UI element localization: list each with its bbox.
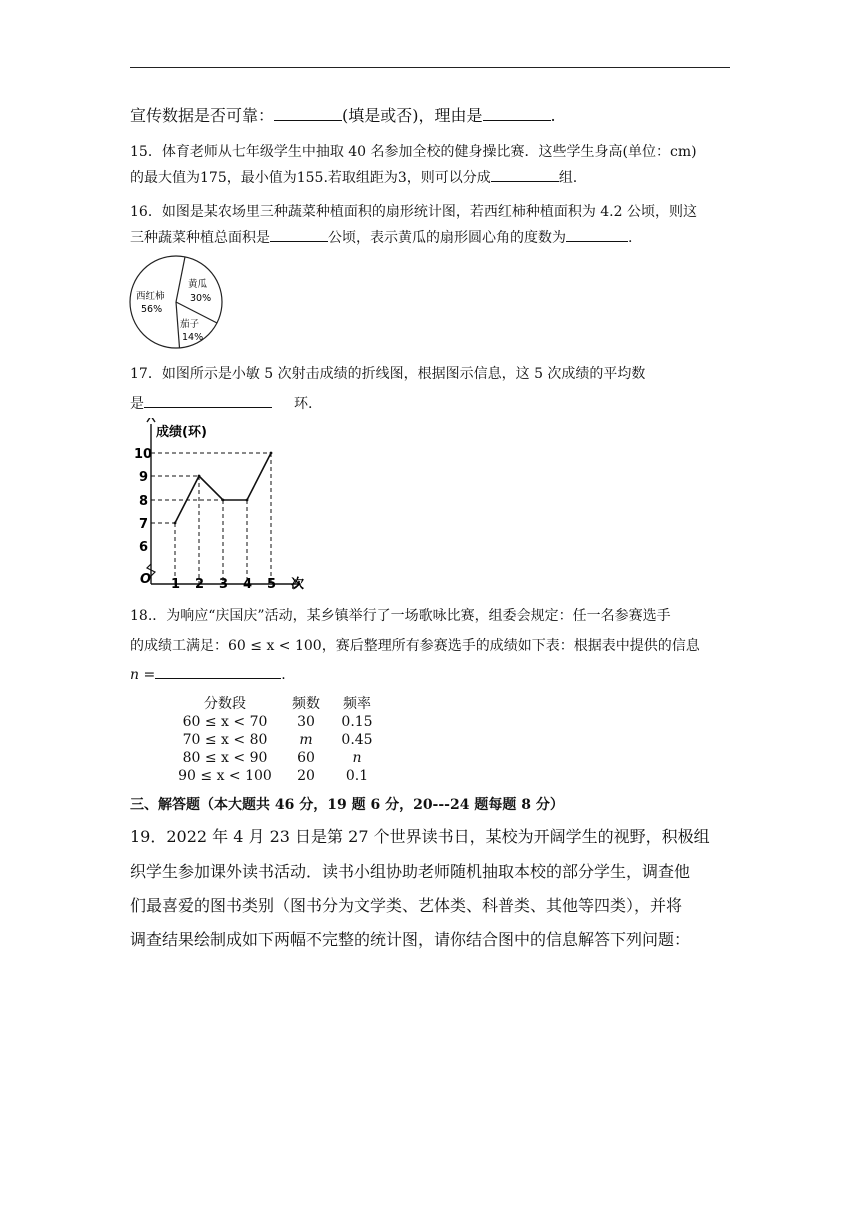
- table-cell: 30: [297, 714, 315, 730]
- table-cell: n: [352, 750, 362, 766]
- q15-text-end: 组.: [558, 170, 578, 186]
- q17-text-end: 环.: [294, 396, 313, 412]
- q18-n-equals: n =: [130, 667, 156, 683]
- y-tick-label: 7: [139, 517, 149, 532]
- answer-blank[interactable]: [270, 227, 328, 242]
- q15-line1: 15．体育老师从七年级学生中抽取 40 名参加全校的健身操比赛．这些学生身高(单位：cm): [130, 144, 697, 160]
- y-tick-label: 9: [139, 470, 149, 485]
- q17-text: 是: [130, 396, 144, 412]
- x-tick-label: 3: [219, 577, 229, 590]
- q19-line3: 们最喜爱的图书类别（图书分为文学类、艺体类、科普类、其他等四类），并将: [130, 896, 683, 915]
- pie-label-cucumber: 黄瓜: [188, 279, 208, 290]
- line-chart: [130, 418, 315, 590]
- q19-line4: 调查结果绘制成如下两幅不完整的统计图，请你结合图中的信息解答下列问题：: [130, 930, 691, 949]
- section-heading: 三、解答题（本大题共 46 分，19 题 6 分，20---24 题每题 8 分）: [130, 797, 564, 813]
- q16-line1: 16．如图是某农场里三种蔬菜种植面积的扇形统计图，若西红柿种植面积为 4.2 公顷，则这: [130, 204, 697, 220]
- x-axis-label: 次: [291, 577, 305, 590]
- data-point: [246, 499, 249, 502]
- pie-label-eggplant-pct: 14%: [182, 332, 204, 343]
- pie-label-eggplant: 茄子: [180, 319, 200, 330]
- q14-tail: [130, 103, 556, 126]
- table-header: 频率: [343, 696, 371, 712]
- table-cell: 0.45: [341, 732, 373, 748]
- table-row: [170, 749, 382, 767]
- pie-chart: [128, 252, 228, 352]
- table-cell: m: [299, 732, 313, 748]
- data-point: [222, 499, 225, 502]
- pie-label-tomato-pct: 56%: [141, 304, 163, 315]
- x-tick-label: 4: [243, 577, 253, 590]
- x-tick-label: 1: [171, 577, 181, 590]
- table-header-row: [170, 693, 382, 713]
- table-cell: 70 ≤ x < 80: [182, 732, 268, 748]
- pie-divider-eggplant-tomato: [176, 302, 180, 348]
- q18-line1: 18.．为响应“庆国庆”活动，某乡镇举行了一场歌咏比赛，组委会规定：任一名参赛选手: [130, 608, 671, 624]
- table-cell: 0.1: [345, 768, 369, 784]
- answer-blank[interactable]: [155, 664, 281, 679]
- answer-blank[interactable]: [491, 167, 559, 182]
- q17-line2: [130, 393, 312, 413]
- q18-line2: 的成绩工满足：60 ≤ x < 100，赛后整理所有参赛选手的成绩如下表：根据表中提供的信息: [130, 638, 700, 654]
- table-header: 频数: [292, 696, 320, 712]
- table-cell: 20: [297, 768, 315, 784]
- answer-blank[interactable]: [274, 106, 342, 121]
- q14-end: .: [550, 106, 556, 125]
- pie-label-cucumber-pct: 30%: [190, 293, 212, 304]
- table-row: [170, 713, 382, 731]
- series-line: [175, 453, 271, 523]
- y-tick-label: 10: [134, 447, 153, 462]
- answer-blank[interactable]: [144, 393, 272, 408]
- q15-text: 的最大值为175，最小值为155.若取组距为3，则可以分成: [130, 170, 491, 186]
- table-cell: 60 ≤ x < 70: [182, 714, 268, 730]
- data-point: [270, 452, 273, 455]
- q18-text-end: .: [281, 667, 286, 683]
- y-axis-arrow: [147, 418, 155, 422]
- q15-line2: [130, 167, 577, 187]
- q16-text-end: .: [628, 230, 633, 246]
- y-axis-label: 成绩(环): [156, 425, 207, 440]
- q19-line2: 织学生参加课外读书活动．读书小组协助老师随机抽取本校的部分学生，调查他: [130, 862, 691, 881]
- table-header: 分数段: [204, 696, 246, 712]
- q14-text-mid: (填是或否)，理由是: [342, 106, 483, 125]
- pie-label-tomato: 西红柿: [136, 291, 165, 302]
- q16-text-mid: 公顷，表示黄瓜的扇形圆心角的度数为: [328, 230, 566, 246]
- q16-line2: [130, 227, 632, 247]
- table-cell: 0.15: [341, 714, 373, 730]
- q14-text: 宣传数据是否可靠：: [130, 106, 275, 125]
- q16-text: 三种蔬菜种植总面积是: [130, 230, 270, 246]
- origin-label: O: [140, 572, 152, 587]
- y-tick-label: 6: [139, 540, 149, 555]
- q18-line3: [130, 664, 286, 683]
- table-row: [170, 767, 382, 785]
- table-cell: 60: [297, 750, 315, 766]
- table-cell: 90 ≤ x < 100: [178, 768, 272, 784]
- x-tick-label: 5: [267, 577, 277, 590]
- data-point: [174, 522, 177, 525]
- q19-line1: 19．2022 年 4 月 23 日是第 27 个世界读书日，某校为开阔学生的视野，积极组: [130, 827, 710, 846]
- data-point: [198, 475, 201, 478]
- answer-blank[interactable]: [483, 106, 551, 121]
- table-cell: 80 ≤ x < 90: [182, 750, 268, 766]
- frequency-table: [170, 693, 382, 785]
- header-rule: [130, 67, 730, 68]
- x-tick-label: 2: [195, 577, 205, 590]
- table-row: [170, 731, 382, 749]
- y-tick-label: 8: [139, 494, 149, 509]
- q17-line1: 17．如图所示是小敏 5 次射击成绩的折线图，根据图示信息，这 5 次成绩的平均数: [130, 366, 646, 382]
- pie-divider-tomato-cucumber: [176, 257, 185, 302]
- answer-blank[interactable]: [566, 227, 628, 242]
